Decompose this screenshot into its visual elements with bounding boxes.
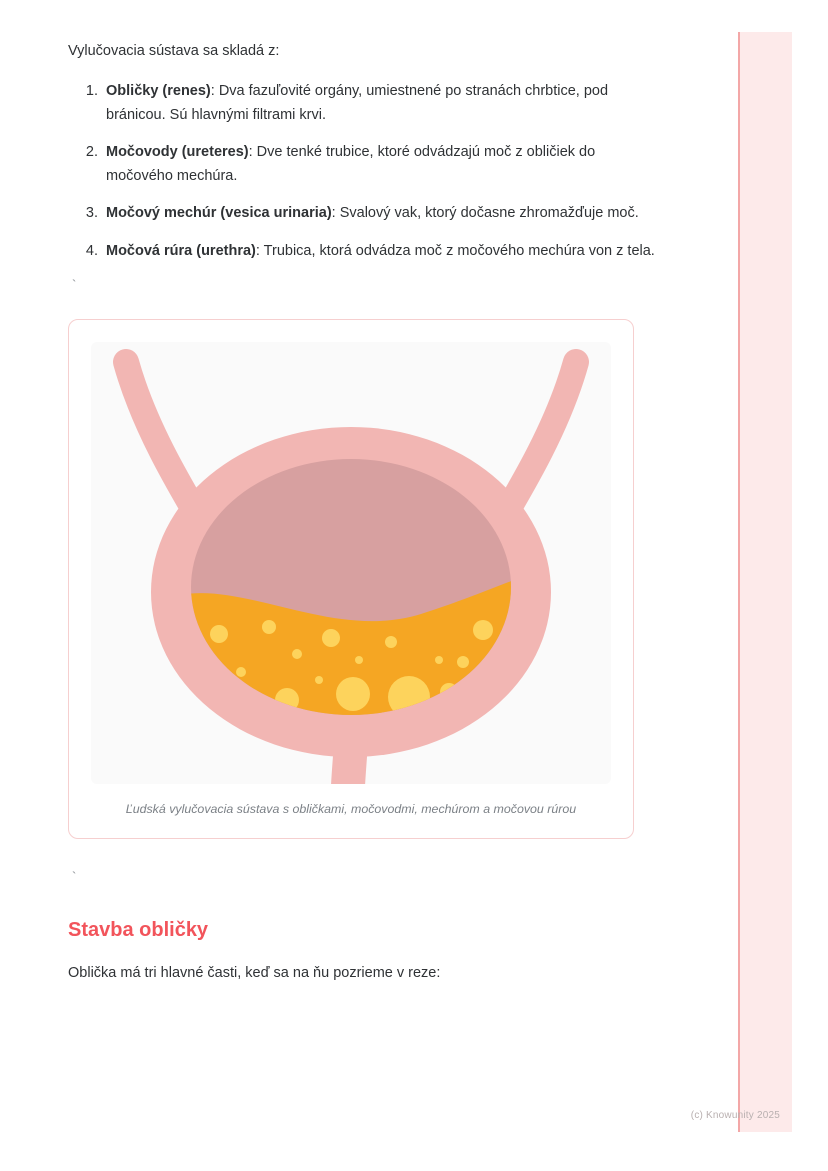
backtick-marker-2: ` xyxy=(72,869,77,885)
list-item-text: : Dva fazuľovité orgány, umiestnené po stranách chrbtice, pod bránicou. Sú hlavnými filtrami krvi. xyxy=(106,83,609,123)
section-paragraph: Oblička má tri hlavné časti, keď sa na ňu pozrieme v reze: xyxy=(68,965,441,982)
page-side-band xyxy=(738,32,792,1132)
list-item xyxy=(102,141,660,188)
section-title: Stavba obličky xyxy=(68,919,209,942)
figure-image-area xyxy=(91,342,611,784)
figure-card xyxy=(68,319,634,839)
list-item xyxy=(102,202,660,225)
backtick-marker: ` xyxy=(72,277,77,293)
list-item-term: Močovody (ureteres) xyxy=(106,144,249,161)
bladder-diagram-icon xyxy=(91,342,611,784)
list-item-text: : Svalový vak, ktorý dočasne zhromažďuje moč. xyxy=(331,205,639,222)
list-item xyxy=(102,80,660,127)
list-item-text: : Dve tenké trubice, ktoré odvádzajú moč z obličiek do močového mechúra. xyxy=(106,144,596,184)
list-item-term: Obličky (renes) xyxy=(106,83,211,100)
list-item xyxy=(102,240,660,263)
list-item-term: Močový mechúr (vesica urinaria) xyxy=(106,205,332,222)
watermark: (c) Knowunity 2025 xyxy=(690,1110,780,1121)
list-item-text: : Trubica, ktorá odvádza moč z močového mechúra von z tela. xyxy=(255,242,655,259)
intro-paragraph: Vylučovacia sústava sa skladá z: xyxy=(68,43,280,59)
list-item-term: Močová rúra (urethra) xyxy=(106,242,256,259)
figure-caption: Ľudská vylučovacia sústava s obličkami, močovodmi, mechúrom a močovou rúrou xyxy=(125,802,577,817)
organ-list xyxy=(68,80,660,263)
